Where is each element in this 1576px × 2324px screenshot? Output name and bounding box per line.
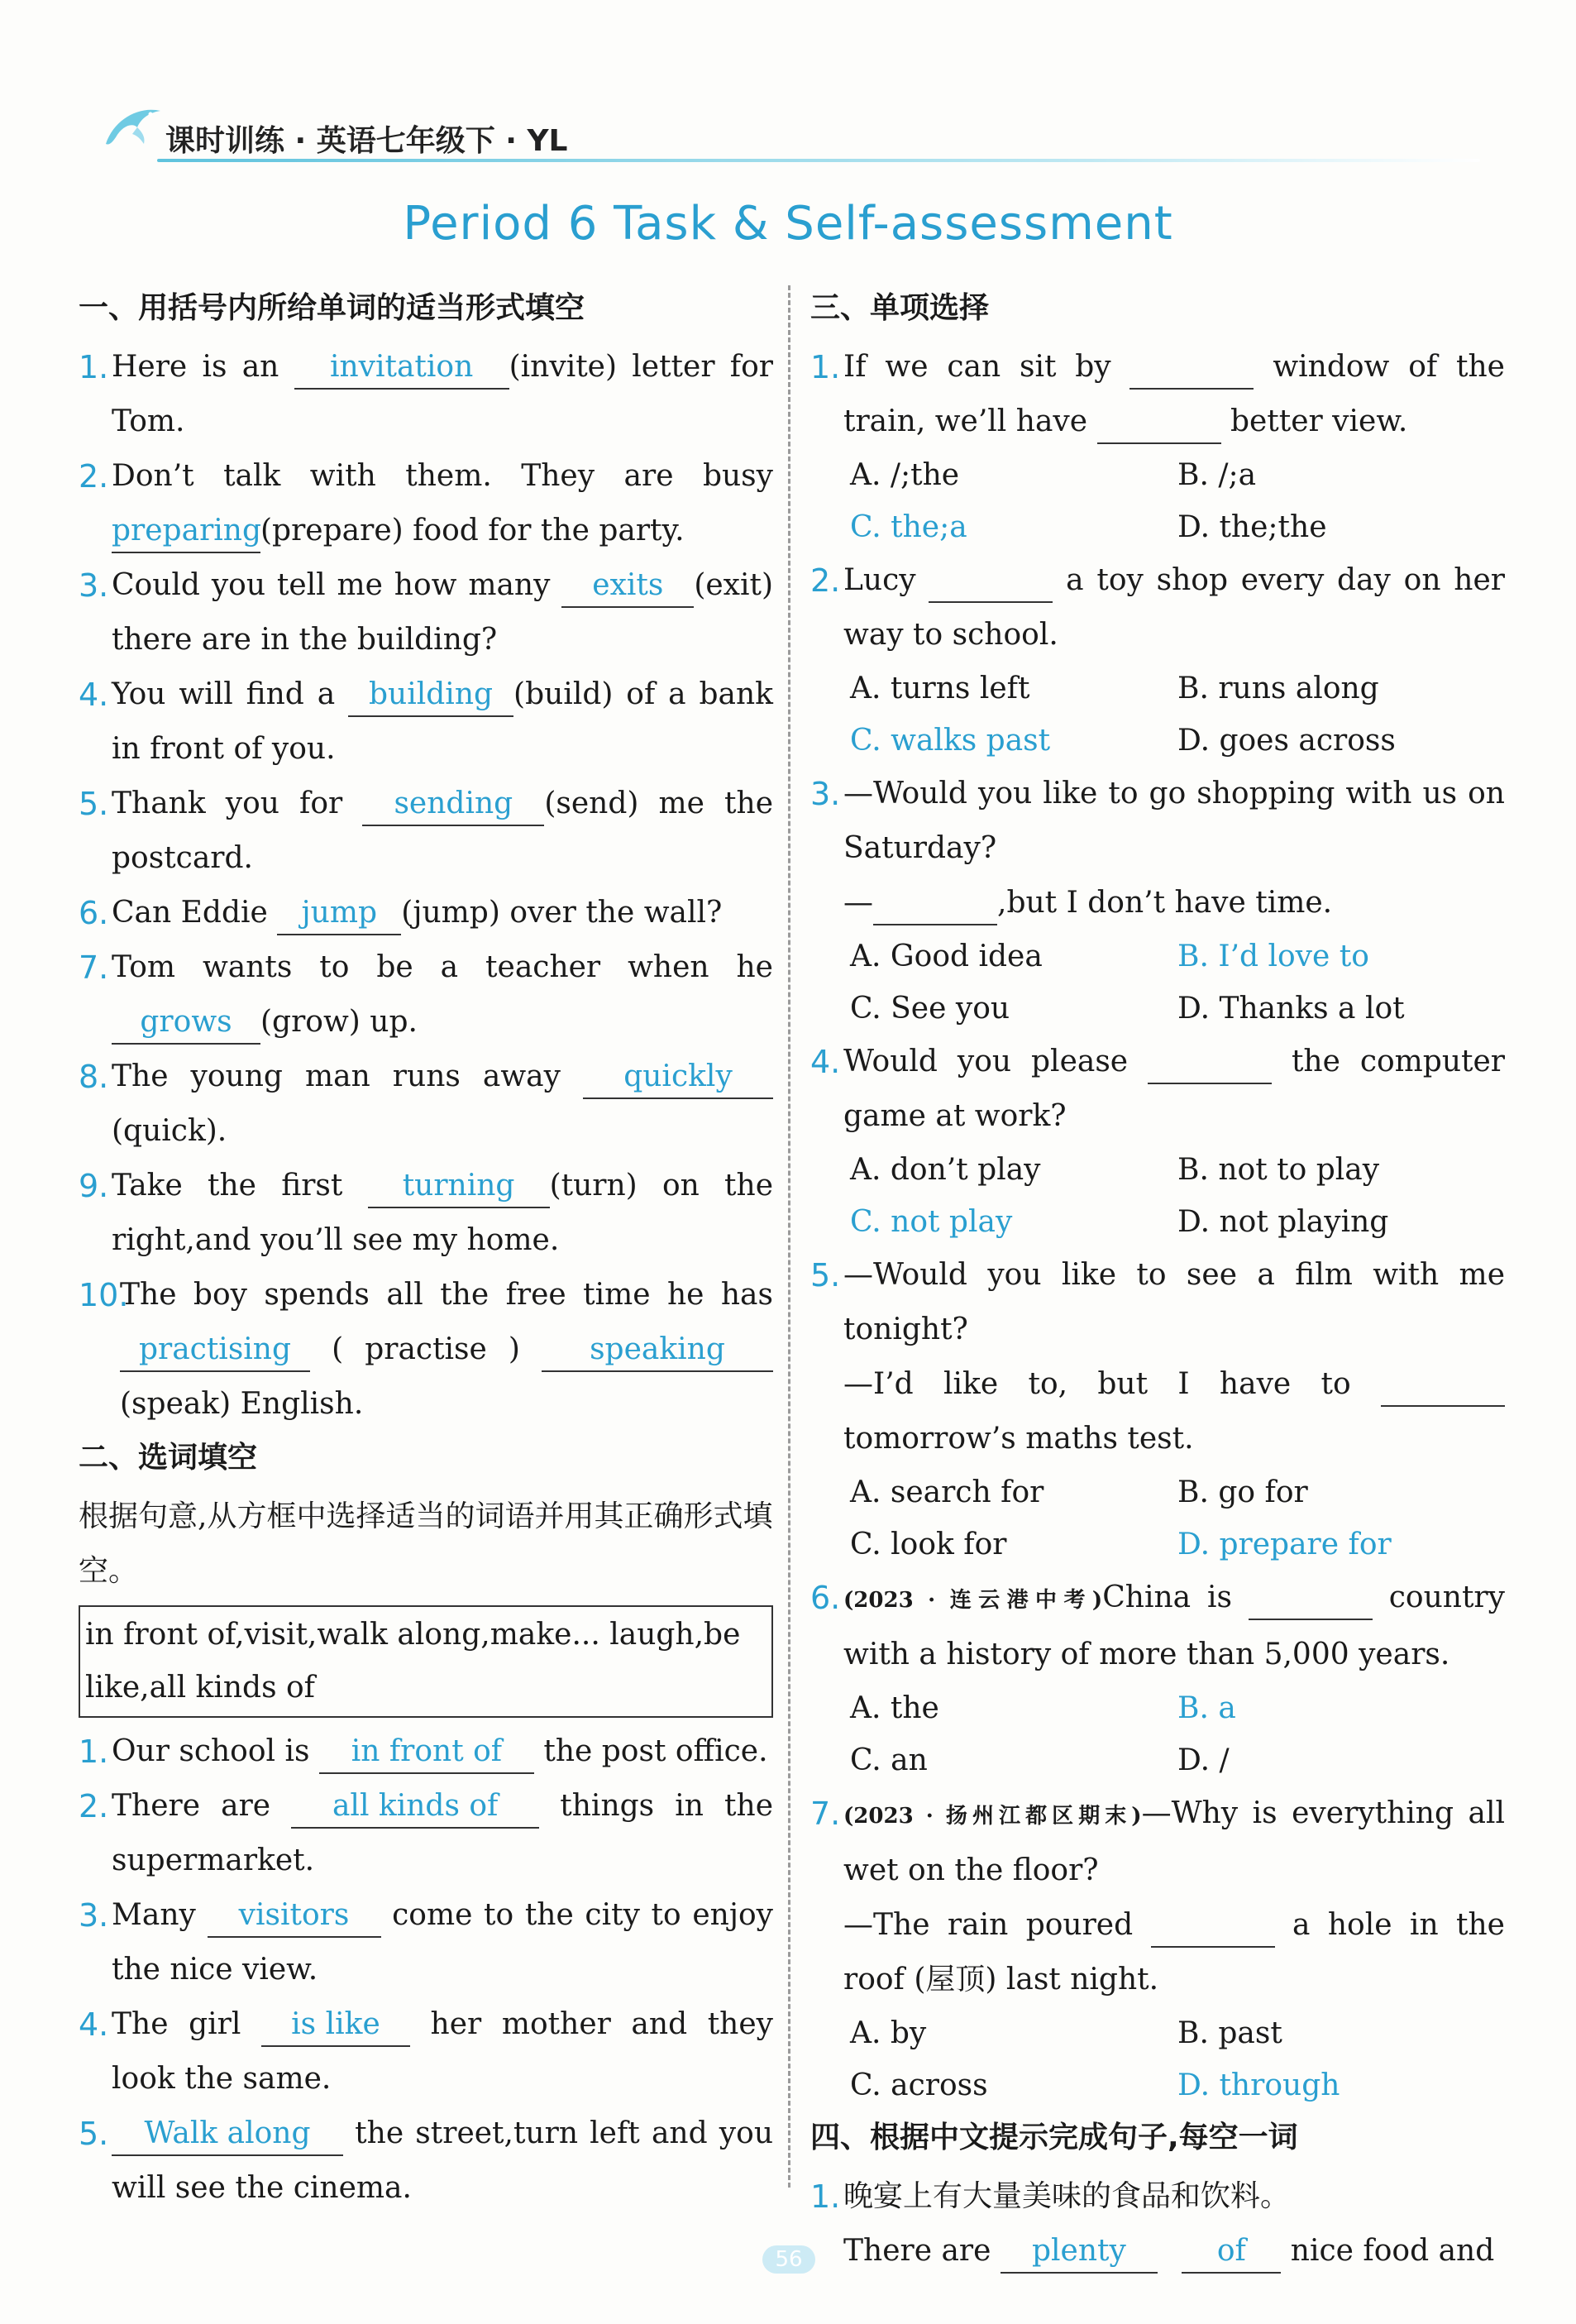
answer-option[interactable]: A. turns left	[850, 672, 1030, 705]
question-text: Here is an	[112, 350, 294, 384]
question-item	[810, 2169, 1505, 2224]
question-continuation	[810, 1898, 1505, 2007]
answer-blank[interactable]: building	[348, 674, 513, 717]
question-number: 10.	[79, 1277, 129, 1313]
answer-blank[interactable]	[1151, 1905, 1275, 1948]
answer-blank[interactable]: invitation	[294, 347, 509, 390]
question-text: (grow) up.	[260, 1005, 418, 1039]
question-text: tomorrow’s maths test.	[843, 1422, 1194, 1456]
question-number: 1.	[810, 349, 841, 385]
question-text: Could you tell me how many	[112, 568, 562, 602]
answer-blank[interactable]	[1381, 1364, 1505, 1407]
question-text: country with a history of more than 5,000 years.	[843, 1580, 1505, 1671]
question-item	[79, 1268, 773, 1432]
question-number: 2.	[810, 562, 841, 599]
question-item	[79, 449, 773, 558]
answer-option[interactable]: D. prepare for	[1177, 1528, 1392, 1561]
question-item	[79, 886, 773, 940]
answer-option[interactable]: C. an	[850, 1743, 928, 1777]
question-item	[810, 1248, 1505, 1357]
section3-heading: 三、单项选择	[810, 291, 990, 325]
question-text: —Would you like to go shopping with us on Saturday?	[843, 777, 1505, 865]
section1-list	[79, 340, 773, 1268]
question-text: The young man runs away	[112, 1059, 583, 1093]
question-chinese: 晚宴上有大量美味的食品和饮料。	[843, 2179, 1291, 2213]
section2-list	[79, 1724, 773, 2216]
answer-blank[interactable]: visitors	[208, 1895, 381, 1938]
question-text: Tom wants to be a teacher when he	[112, 950, 773, 984]
question-item	[810, 2224, 1505, 2279]
question-text: (invite) letter for Tom.	[112, 350, 773, 438]
question-number: 1.	[79, 349, 109, 385]
section3-list	[810, 340, 1505, 2111]
option-grid	[810, 1144, 1505, 1248]
header-text: 课时训练 · 英语七年级下 · YL	[165, 124, 568, 158]
question-text: ,but I don’t have time.	[997, 886, 1333, 920]
question-text: her mother and they look the same.	[112, 2007, 773, 2096]
answer-option[interactable]: C. the;a	[850, 510, 967, 544]
answer-blank[interactable]	[929, 560, 1053, 603]
question-number: 5.	[79, 786, 109, 822]
answer-blank[interactable]: turning	[368, 1165, 550, 1208]
question-item	[79, 940, 773, 1050]
option-grid	[810, 449, 1505, 553]
right-column	[810, 285, 1505, 2279]
column-divider	[788, 285, 790, 2188]
question-number: 1.	[810, 2178, 841, 2215]
option-grid	[810, 662, 1505, 767]
question-number: 5.	[79, 2116, 109, 2152]
answer-option[interactable]: B. past	[1177, 2016, 1282, 2050]
question-number: 9.	[79, 1168, 109, 1204]
question-source: (2023 · 扬州江都区期末)	[843, 1804, 1142, 1829]
question-text: Thank you for	[112, 787, 363, 820]
question-text: The girl	[112, 2007, 261, 2041]
question-number: 7.	[810, 1796, 841, 1832]
question-text: (speak) English.	[120, 1387, 364, 1421]
option-grid	[810, 2007, 1505, 2111]
question-text: You will find a	[112, 677, 349, 711]
question-number: 6.	[810, 1580, 841, 1616]
question-text: If we can sit by	[843, 350, 1130, 384]
question-text: —I’d like to, but I have to	[843, 1367, 1381, 1401]
answer-option[interactable]: D. goes across	[1177, 724, 1396, 758]
answer-blank[interactable]: speaking	[542, 1329, 773, 1372]
question-number: 5.	[810, 1257, 841, 1294]
answer-option[interactable]: B. not to play	[1177, 1153, 1380, 1187]
question-text: (quick).	[112, 1114, 227, 1148]
answer-option[interactable]: D. through	[1177, 2068, 1340, 2102]
question-text: Don’t talk with them. They are busy	[112, 459, 773, 493]
answer-option[interactable]: A. don’t play	[850, 1153, 1041, 1187]
answer-blank[interactable]: quickly	[583, 1056, 773, 1099]
question-text: (exit) there are in the building?	[112, 568, 773, 657]
question-item	[79, 1888, 773, 1997]
question-text: ( practise )	[332, 1332, 542, 1366]
answer-blank[interactable]: is like	[261, 2004, 410, 2047]
question-text: the street,turn left and you will see the cinema.	[112, 2116, 773, 2205]
question-text: the computer game at work?	[843, 1045, 1506, 1133]
option-grid	[810, 1682, 1505, 1786]
question-text: The boy spends all the free time he has	[120, 1278, 773, 1312]
question-item	[79, 1779, 773, 1888]
answer-blank[interactable]	[1249, 1577, 1373, 1620]
question-item	[79, 1724, 773, 1779]
question-text: Our school is	[112, 1734, 319, 1768]
question-item	[810, 340, 1505, 449]
question-item	[79, 558, 773, 667]
question-item	[79, 667, 773, 777]
question-item	[79, 2106, 773, 2216]
question-item	[810, 767, 1505, 876]
answer-option[interactable]: C. not play	[850, 1205, 1013, 1239]
question-number: 1.	[79, 1733, 109, 1770]
question-item	[810, 1571, 1505, 1682]
question-item	[810, 553, 1505, 662]
answer-blank[interactable]: exits	[561, 565, 694, 608]
question-text: (build) of a bank in front of you.	[112, 677, 773, 766]
answer-blank[interactable]: plenty	[1001, 2231, 1158, 2274]
answer-option[interactable]: C. look for	[850, 1528, 1007, 1561]
answer-option[interactable]: A. /;the	[850, 458, 960, 492]
question-text: Can Eddie	[112, 896, 278, 930]
question-text: better view.	[1220, 404, 1408, 438]
answer-blank[interactable]: grows	[112, 1002, 260, 1045]
question-text: the post office.	[533, 1734, 768, 1768]
question-text: China is	[1102, 1580, 1249, 1614]
answer-option[interactable]: A. the	[850, 1691, 939, 1725]
left-column	[79, 285, 773, 2216]
question-text: There are	[112, 1789, 292, 1823]
question-item	[810, 1786, 1505, 1898]
section1-heading: 一、用括号内所给单词的适当形式填空	[79, 291, 585, 325]
question-text: (turn) on the right,and you’ll see my home.	[112, 1169, 773, 1257]
answer-blank[interactable]	[1097, 401, 1221, 444]
question-text: things in the supermarket.	[112, 1789, 773, 1877]
answer-blank[interactable]: sending	[362, 783, 544, 826]
answer-option[interactable]: C. across	[850, 2068, 988, 2102]
dolphin-logo-icon	[99, 94, 165, 160]
answer-blank[interactable]: preparing	[112, 510, 260, 553]
option-grid	[810, 1466, 1505, 1571]
section4-heading: 四、根据中文提示完成句子,每空一词	[810, 2121, 1298, 2154]
word-box: in front of,visit,walk along,make... laugh,be like,all kinds of	[79, 1605, 773, 1718]
question-number: 7.	[79, 949, 109, 986]
question-number: 4.	[79, 677, 109, 713]
answer-blank[interactable]: Walk along	[112, 2113, 343, 2156]
answer-option[interactable]: A. Good idea	[850, 940, 1043, 973]
question-text: come to the city to enjoy the nice view.	[112, 1898, 773, 1987]
answer-option[interactable]: D. not playing	[1177, 1205, 1389, 1239]
answer-option[interactable]: D. the;the	[1177, 510, 1327, 544]
answer-option[interactable]: C. walks past	[850, 724, 1051, 758]
question-text: —Why is everything all wet on the floor?	[843, 1796, 1505, 1887]
question-item	[79, 1997, 773, 2106]
section2-instruction: 根据句意,从方框中选择适当的词语并用其正确形式填空。	[79, 1499, 773, 1588]
question-source: (2023 · 连云港中考)	[843, 1588, 1103, 1613]
question-text: Would you please	[843, 1045, 1149, 1078]
question-text: window of the train, we’ll have	[843, 350, 1505, 438]
answer-blank[interactable]: of	[1182, 2231, 1281, 2274]
question-number: 2.	[79, 458, 109, 495]
page-number: 56	[762, 2245, 815, 2274]
answer-blank[interactable]: all kinds of	[291, 1786, 539, 1829]
answer-option[interactable]: A. search for	[850, 1475, 1044, 1509]
answer-option[interactable]: D. Thanks a lot	[1177, 992, 1405, 1026]
question-text: Take the first	[112, 1169, 368, 1203]
question-number: 6.	[79, 895, 109, 931]
answer-option[interactable]: A. by	[850, 2016, 927, 2050]
question-number: 3.	[79, 567, 109, 604]
question-item	[810, 1035, 1505, 1144]
question-text: (prepare) food for the party.	[260, 514, 685, 548]
page-header	[99, 83, 1472, 165]
question-number: 4.	[79, 2006, 109, 2043]
question-number: 3.	[79, 1897, 109, 1934]
section2-heading: 二、选词填空	[79, 1441, 258, 1475]
header-rule	[157, 159, 1480, 162]
question-text: a hole in the roof (屋顶) last night.	[843, 1908, 1505, 1996]
option-grid	[810, 930, 1505, 1035]
answer-option[interactable]: C. See you	[850, 992, 1010, 1026]
question-continuation	[810, 1357, 1505, 1466]
question-text: (send) me the postcard.	[112, 787, 773, 875]
question-number: 4.	[810, 1044, 841, 1080]
question-item	[79, 777, 773, 886]
question-text: Many	[112, 1898, 208, 1932]
question-text: a toy shop every day on her way to school.	[843, 563, 1505, 652]
answer-option[interactable]: B. I’d love to	[1177, 940, 1369, 973]
question-number: 3.	[810, 776, 841, 812]
answer-blank[interactable]	[1129, 347, 1254, 390]
answer-option[interactable]: B. a	[1177, 1691, 1236, 1725]
question-item	[79, 340, 773, 449]
question-text: —The rain poured	[843, 1908, 1151, 1942]
answer-blank[interactable]	[1148, 1041, 1272, 1084]
answer-option[interactable]: B. runs along	[1177, 672, 1379, 705]
question-text: Lucy	[843, 563, 929, 597]
question-item	[79, 1159, 773, 1268]
question-text: There are	[843, 2234, 1001, 2268]
answer-blank[interactable]: practising	[120, 1329, 310, 1372]
page-title: Period 6 Task & Self-assessment	[403, 197, 1173, 251]
answer-blank[interactable]: in front of	[319, 1731, 534, 1774]
answer-blank[interactable]	[873, 882, 997, 925]
question-text: nice food and	[1290, 2234, 1495, 2268]
question-item	[79, 1050, 773, 1159]
question-text: —Would you like to see a film with me tonight?	[843, 1258, 1505, 1346]
question-text: —	[843, 886, 873, 920]
answer-blank[interactable]: jump	[277, 892, 401, 935]
question-number: 8.	[79, 1059, 109, 1095]
answer-option[interactable]: B. /;a	[1177, 458, 1257, 492]
question-text: (jump) over the wall?	[401, 896, 723, 930]
answer-option[interactable]: B. go for	[1177, 1475, 1308, 1509]
question-number: 2.	[79, 1788, 109, 1824]
question-continuation	[810, 876, 1505, 930]
answer-option[interactable]: D. /	[1177, 1743, 1230, 1777]
